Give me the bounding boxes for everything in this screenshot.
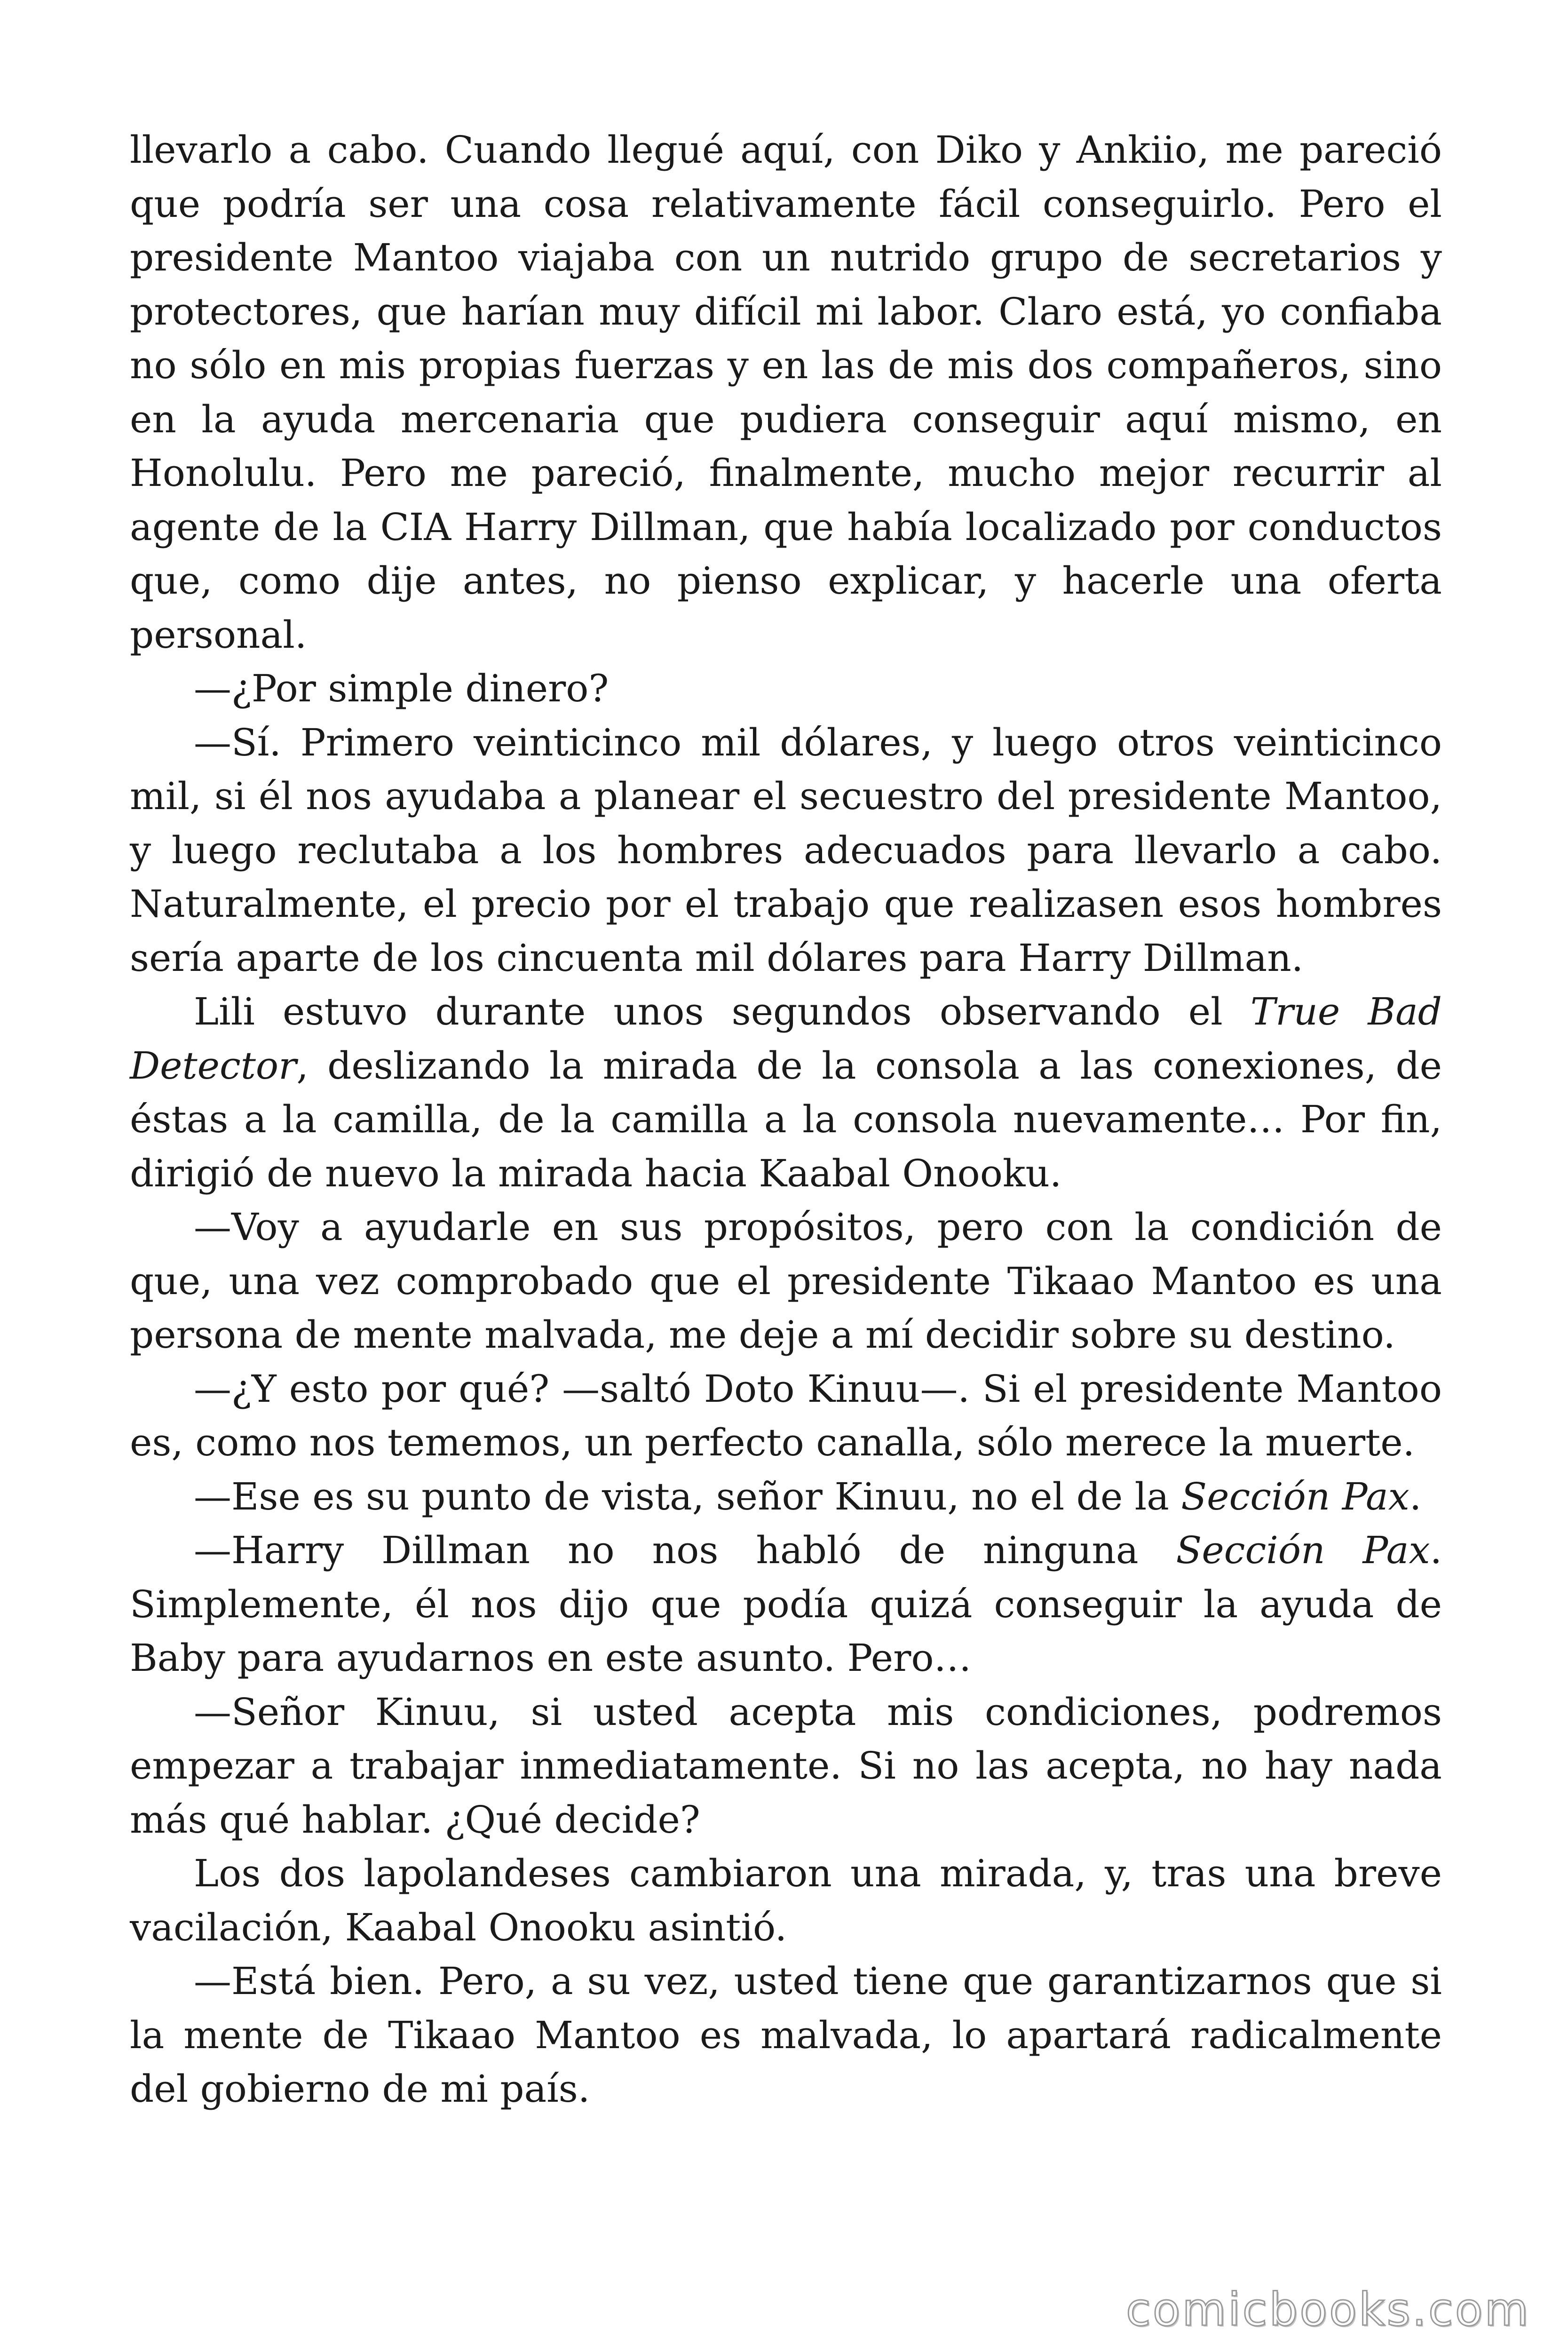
- paragraph: [130, 1362, 1442, 1470]
- paragraph: [130, 716, 1442, 985]
- watermark-logo: comicbooks.com: [1125, 2283, 1530, 2336]
- italic-title: Sección Pax: [1181, 1474, 1410, 1518]
- italic-title: Sección Pax: [1176, 1528, 1430, 1572]
- text-span: —Está bien. Pero, a su vez, usted tiene que garantizarnos que si la mente de Tikaao Mantoo es malvada, lo apartará radicalmente del gobierno de mi país.: [130, 1959, 1442, 2111]
- text-span: —Sí. Primero veinticinco mil dólares, y luego otros veinticinco mil, si él nos ayudaba a planear el secuestro del presidente Mantoo, y luego reclutaba a los hombres adecuados para llevarlo a cabo. Naturalmente, el precio por el trabajo que realizasen esos hombres sería aparte de los cincuenta mil dólares para Harry Dillman.: [130, 720, 1442, 980]
- italic-title: True Bad Detector: [130, 990, 1442, 1088]
- text-span: —Ese es su punto de vista, señor Kinuu, no el de la: [194, 1474, 1181, 1518]
- text-span: —Señor Kinuu, si usted acepta mis condiciones, podremos empezar a trabajar inmediatamente. Si no las acepta, no hay nada más qué hablar. ¿Qué decide?: [130, 1690, 1442, 1842]
- text-span: —¿Y esto por qué? —saltó Doto Kinuu—. Si el presidente Mantoo es, como nos tememos, un perfecto canalla, sólo merece la muerte.: [130, 1367, 1442, 1464]
- paragraph: [130, 1470, 1442, 1524]
- paragraph: [130, 1524, 1442, 1685]
- paragraph: [130, 1200, 1442, 1362]
- text-span: —¿Por simple dinero?: [194, 667, 609, 710]
- text-span: . Simplemente, él nos dijo que podía quizá conseguir la ayuda de Baby para ayudarnos en este asunto. Pero…: [130, 1528, 1442, 1680]
- paragraph: [130, 662, 1442, 716]
- paragraph: [130, 985, 1442, 1200]
- text-span: —Voy a ayudarle en sus propósitos, pero con la condición de que, una vez comprobado que el presidente Tikaao Mantoo es una persona de mente malvada, me deje a mí decidir sobre su destino.: [130, 1205, 1442, 1357]
- text-span: —Harry Dillman no nos habló de ninguna: [194, 1528, 1176, 1572]
- text-span: .: [1409, 1474, 1422, 1518]
- paragraph: [130, 1685, 1442, 1847]
- text-span: Lili estuvo durante unos segundos observando el: [194, 990, 1251, 1033]
- text-span: , deslizando la mirada de la consola a las conexiones, de éstas a la camilla, de la camilla a la consola nuevamente… Por fin, dirigió de nuevo la mirada hacia Kaabal Onooku.: [130, 1043, 1442, 1195]
- text-span: Los dos lapolandeses cambiaron una mirada, y, tras una breve vacilación, Kaabal Onooku asintió.: [130, 1851, 1442, 1949]
- paragraph: [130, 123, 1442, 662]
- body-text: [130, 123, 1442, 2116]
- text-span: llevarlo a cabo. Cuando llegué aquí, con Diko y Ankiio, me pareció que podría ser una cosa relativamente fácil conseguirlo. Pero el presidente Mantoo viajaba con un nutrido grupo de secretarios y protectores, que harían muy difícil mi labor. Claro está, yo confiaba no sólo en mis propias fuerzas y en las de mis dos compañeros, sino en la ayuda mercenaria que pudiera conseguir aquí mismo, en Honolulu. Pero me pareció, finalmente, mucho mejor recurrir al agente de la CIA Harry Dillman, que había localizado por conductos que, como dije antes, no pienso explicar, y hacerle una oferta personal.: [130, 128, 1442, 657]
- paragraph: [130, 1847, 1442, 1955]
- paragraph: [130, 1955, 1442, 2116]
